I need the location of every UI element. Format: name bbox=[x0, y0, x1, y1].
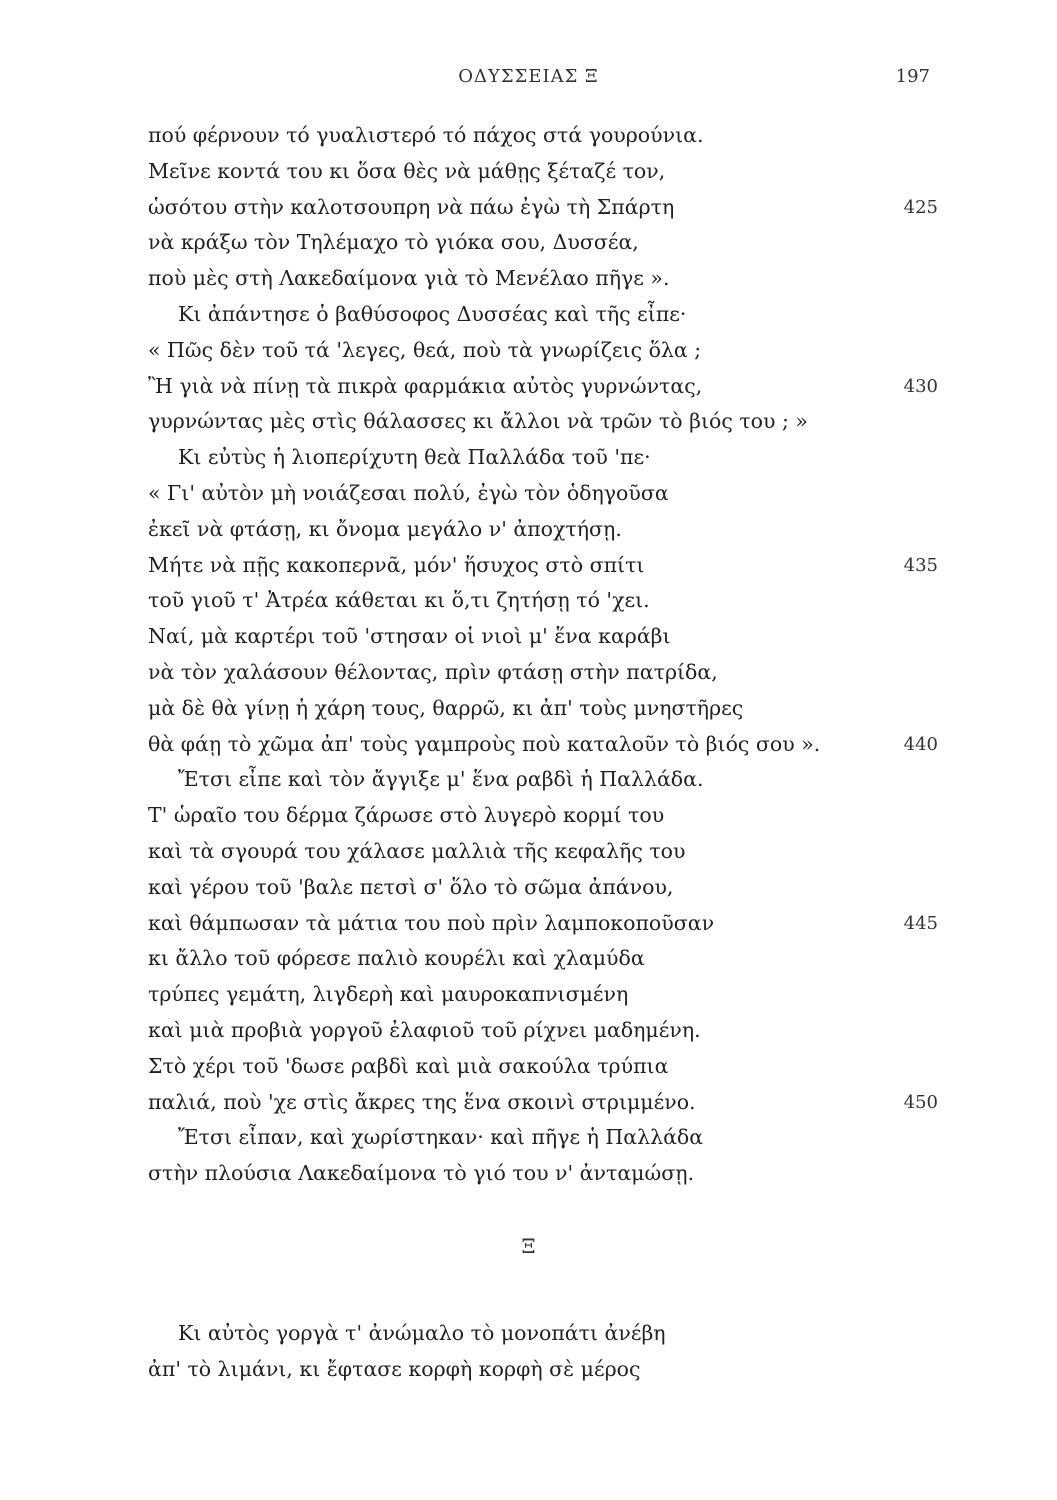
book-section-letter: Ξ bbox=[521, 1234, 536, 1258]
verse-text: στὴν πλούσια Λακεδαίμονα τὸ γιό του ν' ἀνταμώσῃ. bbox=[148, 1161, 694, 1186]
verse-text: Κι εὐτὺς ἡ λιοπερίχυτη θεὰ Παλλάδα τοῦ 'πε· bbox=[178, 445, 651, 470]
verse-line bbox=[148, 118, 948, 154]
verse-text: Κι ἀπάντησε ὁ βαθύσοφος Δυσσέας καὶ τῆς εἶπε· bbox=[178, 301, 687, 326]
verse-text: καὶ θάμπωσαν τὰ μάτια του ποὺ πρὶν λαμποκοποῦσαν bbox=[148, 910, 715, 935]
verse-text: κι ἄλλο τοῦ φόρεσε παλιὸ κουρέλι καὶ χλαμύδα bbox=[148, 946, 645, 971]
verse-line bbox=[148, 404, 948, 440]
verse-text: καὶ γέρου τοῦ 'βαλε πετσὶ σ' ὅλο τὸ σῶμα ἀπάνου, bbox=[148, 874, 674, 899]
verse-text: μὰ δὲ θὰ γίνῃ ἡ χάρη τους, θαρρῶ, κι ἀπ' τοὺς μνηστῆρες bbox=[148, 695, 744, 720]
verse-text: τρύπες γεμάτη, λιγδερὴ καὶ μαυροκαπνισμένη bbox=[148, 982, 629, 1007]
verse-text: γυρνώντας μὲς στὶς θάλασσες κι ἄλλοι νὰ τρῶν τὸ βιός του ; » bbox=[148, 409, 808, 434]
verse-text: καὶ μιὰ προβιὰ γοργοῦ ἐλαφιοῦ τοῦ ρίχνει μαδημένη. bbox=[148, 1017, 701, 1042]
verse-line bbox=[148, 440, 948, 476]
verse-text: Στὸ χέρι τοῦ 'δωσε ραβδὶ καὶ μιὰ σακούλα τρύπια bbox=[148, 1053, 669, 1078]
line-number: 425 bbox=[903, 196, 938, 218]
verse-line bbox=[148, 369, 948, 405]
verse-text: Κι αὐτὸς γοργὰ τ' ἀνώμαλο τὸ μονοπάτι ἀνέβη bbox=[178, 1321, 666, 1345]
verse-line bbox=[148, 1351, 948, 1387]
verse-line bbox=[148, 727, 948, 763]
verse-text: θὰ φάῃ τὸ χῶμα ἀπ' τοὺς γαμπροὺς ποὺ καταλοῦν τὸ βιός σου ». bbox=[148, 731, 821, 756]
verse-line bbox=[148, 619, 948, 655]
verse-text: παλιά, ποὺ 'χε στὶς ἄκρες της ἕνα σκοινὶ στριμμένο. bbox=[148, 1089, 696, 1114]
verse-text: νὰ κράξω τὸν Τηλέμαχο τὸ γιόκα σου, Δυσσέα, bbox=[148, 230, 639, 255]
verse-text: « Πῶς δὲν τοῦ τά 'λεγες, θεά, ποὺ τὰ γνωρίζεις ὅλα ; bbox=[148, 337, 702, 362]
verse-line bbox=[148, 333, 948, 369]
verse-text: πού φέρνουν τό γυαλιστερό τό πάχος στά γουρούνια. bbox=[148, 123, 704, 147]
page-number: 197 bbox=[895, 66, 930, 87]
verse-line bbox=[148, 762, 948, 798]
verse-line bbox=[148, 1049, 948, 1085]
verse-line bbox=[148, 906, 948, 942]
verse-line bbox=[148, 548, 948, 584]
verse-line bbox=[148, 870, 948, 906]
line-number: 440 bbox=[903, 733, 938, 755]
verse-line bbox=[148, 190, 948, 226]
verse-line bbox=[148, 834, 948, 870]
verse-text: Ἔτσι εἶπαν, καὶ χωρίστηκαν· καὶ πῆγε ἡ Παλλάδα bbox=[178, 1125, 704, 1150]
verse-text: Τ' ὡραῖο του δέρμα ζάρωσε στὸ λυγερὸ κορμί του bbox=[148, 803, 665, 828]
line-number: 435 bbox=[903, 554, 938, 576]
running-header-title: ΟΔΥΣΣΕΙΑΣ Ξ bbox=[458, 66, 599, 87]
verse-line bbox=[148, 297, 948, 333]
verse-line bbox=[148, 225, 948, 261]
verse-line bbox=[148, 977, 948, 1013]
verse-text: « Γι' αὐτὸν μὴ νοιάζεσαι πολύ, ἐγὼ τὸν ὁδηγοῦσα bbox=[148, 480, 669, 505]
verse-line bbox=[148, 154, 948, 190]
verse-text: ἐκεῖ νὰ φτάσῃ, κι ὄνομα μεγάλο ν' ἀποχτήσῃ. bbox=[148, 516, 622, 541]
verse-text: καὶ τὰ σγουρά του χάλασε μαλλιὰ τῆς κεφαλῆς του bbox=[148, 838, 686, 863]
poem-text bbox=[148, 118, 948, 1192]
verse-text: Ἔτσι εἶπε καὶ τὸν ἄγγιξε μ' ἕνα ραβδὶ ἡ Παλλάδα. bbox=[178, 767, 704, 792]
verse-line bbox=[148, 476, 948, 512]
verse-line bbox=[148, 1085, 948, 1121]
verse-line bbox=[148, 1156, 948, 1192]
verse-text: νὰ τὸν χαλάσουν θέλοντας, πρὶν φτάσῃ στὴν πατρίδα, bbox=[148, 659, 718, 684]
verse-text: Ναί, μὰ καρτέρι τοῦ 'στησαν οἱ νιοὶ μ' ἕνα καράβι bbox=[148, 624, 671, 649]
verse-text: Ἢ γιὰ νὰ πίνῃ τὰ πικρὰ φαρμάκια αὐτὸς γυρνώντας, bbox=[148, 373, 703, 398]
line-number: 445 bbox=[903, 912, 938, 934]
verse-line bbox=[148, 798, 948, 834]
verse-line bbox=[148, 261, 948, 297]
next-book-opening bbox=[148, 1315, 948, 1387]
line-number: 430 bbox=[903, 375, 938, 397]
verse-line bbox=[148, 1013, 948, 1049]
verse-text: Μήτε νὰ πῇς κακοπερνᾶ, μόν' ἥσυχος στὸ σπίτι bbox=[148, 552, 645, 577]
verse-line bbox=[148, 583, 948, 619]
line-number: 450 bbox=[903, 1091, 938, 1113]
verse-line bbox=[148, 1120, 948, 1156]
verse-line bbox=[148, 941, 948, 977]
verse-line bbox=[148, 512, 948, 548]
verse-line bbox=[148, 691, 948, 727]
verse-text: Μεῖνε κοντά του κι ὅσα θὲς νὰ μάθῃς ξέταζέ τον, bbox=[148, 158, 666, 183]
verse-line bbox=[148, 655, 948, 691]
verse-text: ὡσότου στὴν καλοτσουπρη νὰ πάω ἐγὼ τὴ Σπάρτη bbox=[148, 194, 675, 219]
verse-text: τοῦ γιοῦ τ' Ἀτρέα κάθεται κι ὅ,τι ζητήσῃ τό 'χει. bbox=[148, 588, 650, 613]
verse-text: ποὺ μὲς στὴ Λακεδαίμονα γιὰ τὸ Μενέλαο πῆγε ». bbox=[148, 266, 670, 291]
verse-text: ἀπ' τὸ λιμάνι, κι ἔφτασε κορφὴ κορφὴ σὲ μέρος bbox=[148, 1357, 641, 1381]
verse-line bbox=[148, 1315, 948, 1351]
